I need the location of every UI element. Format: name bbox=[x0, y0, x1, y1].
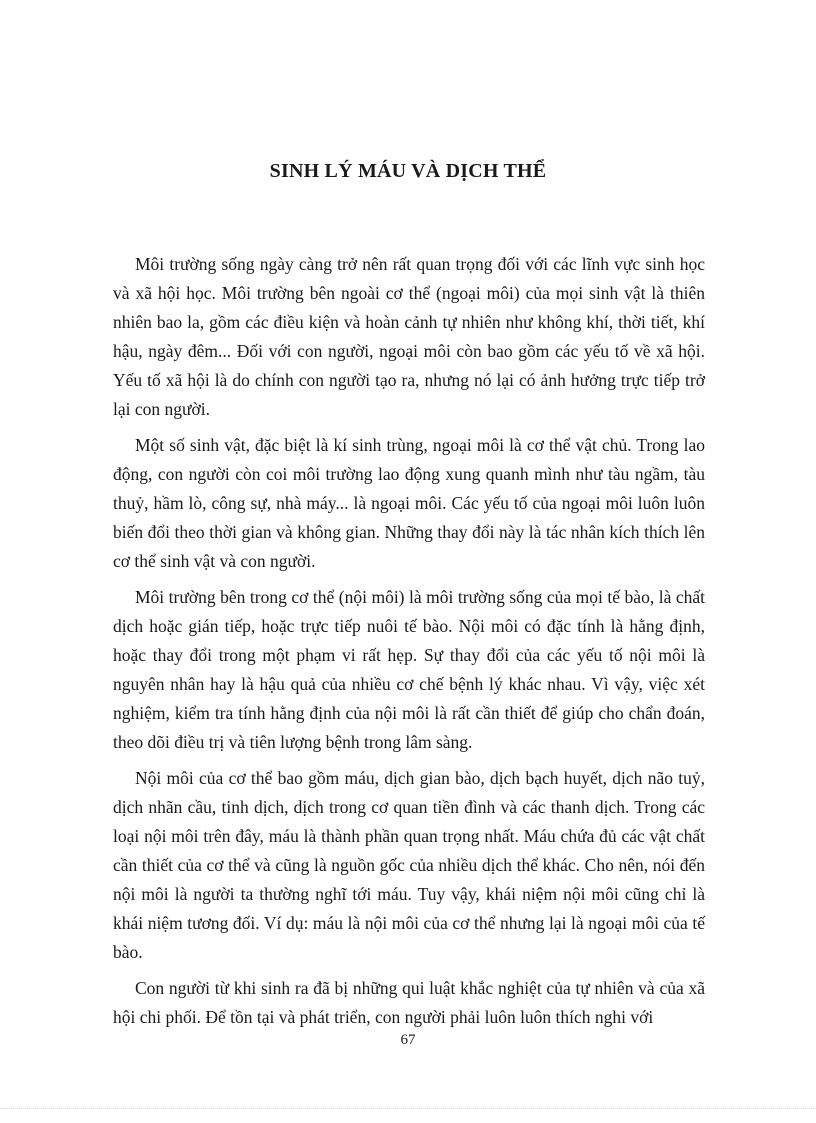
paragraph-4: Nội môi của cơ thể bao gồm máu, dịch gian bào, dịch bạch huyết, dịch não tuỷ, dịch nhãn cầu, tinh dịch, dịch trong cơ quan tiền đình và các thanh dịch. Trong các loại nội môi trên đây, máu là thành phần quan trọng nhất. Máu chứa đủ các vật chất cần thiết của cơ thể và cũng là nguồn gốc của nhiều dịch thể khác. Cho nên, nói đến nội môi là người ta thường nghĩ tới máu. Tuy vậy, khái niệm nội môi cũng chỉ là khái niệm tương đối. Ví dụ: máu là nội môi của cơ thể nhưng lại là ngoại môi của tế bào. bbox=[113, 768, 705, 962]
paragraph-5: Con người từ khi sinh ra đã bị những qui luật khắc nghiệt của tự nhiên và của xã hội chi phối. Để tồn tại và phát triển, con người phải luôn luôn thích nghi với bbox=[113, 978, 705, 1027]
paragraph-3: Môi trường bên trong cơ thể (nội môi) là môi trường sống của mọi tế bào, là chất dịch hoặc gián tiếp, hoặc trực tiếp nuôi tế bào. Nội môi có đặc tính là hằng định, hoặc thay đổi trong một phạm vi rất hẹp. Sự thay đổi của các yếu tố nội môi là nguyên nhân hay là hậu quả của nhiều cơ chế bệnh lý khác nhau. Vì vậy, việc xét nghiệm, kiểm tra tính hằng định của nội môi là rất cần thiết để giúp cho chẩn đoán, theo dõi điều trị và tiên lượng bệnh trong lâm sàng. bbox=[113, 587, 705, 752]
page-number: 67 bbox=[400, 1032, 416, 1048]
chapter-title: SINH LÝ MÁU VÀ DỊCH THỂ bbox=[269, 160, 547, 182]
page-bottom-divider bbox=[0, 1108, 816, 1109]
body-text bbox=[113, 250, 705, 1039]
paragraph-2: Một số sinh vật, đặc biệt là kí sinh trùng, ngoại môi là cơ thể vật chủ. Trong lao động, con người còn coi môi trường lao động xung quanh mình như tàu ngầm, tàu thuỷ, hầm lò, công sự, nhà máy... là ngoại môi. Các yếu tố của ngoại môi luôn luôn biến đổi theo thời gian và không gian. Những thay đổi này là tác nhân kích thích lên cơ thể sinh vật và con người. bbox=[113, 435, 705, 571]
paragraph-1: Môi trường sống ngày càng trở nên rất quan trọng đối với các lĩnh vực sinh học và xã hội học. Môi trường bên ngoài cơ thể (ngoại môi) của mọi sinh vật là thiên nhiên bao la, gồm các điều kiện và hoàn cảnh tự nhiên như không khí, thời tiết, khí hậu, ngày đêm... Đối với con người, ngoại môi còn bao gồm các yếu tố về xã hội. Yếu tố xã hội là do chính con người tạo ra, nhưng nó lại có ảnh hưởng trực tiếp trở lại con người. bbox=[113, 254, 705, 419]
